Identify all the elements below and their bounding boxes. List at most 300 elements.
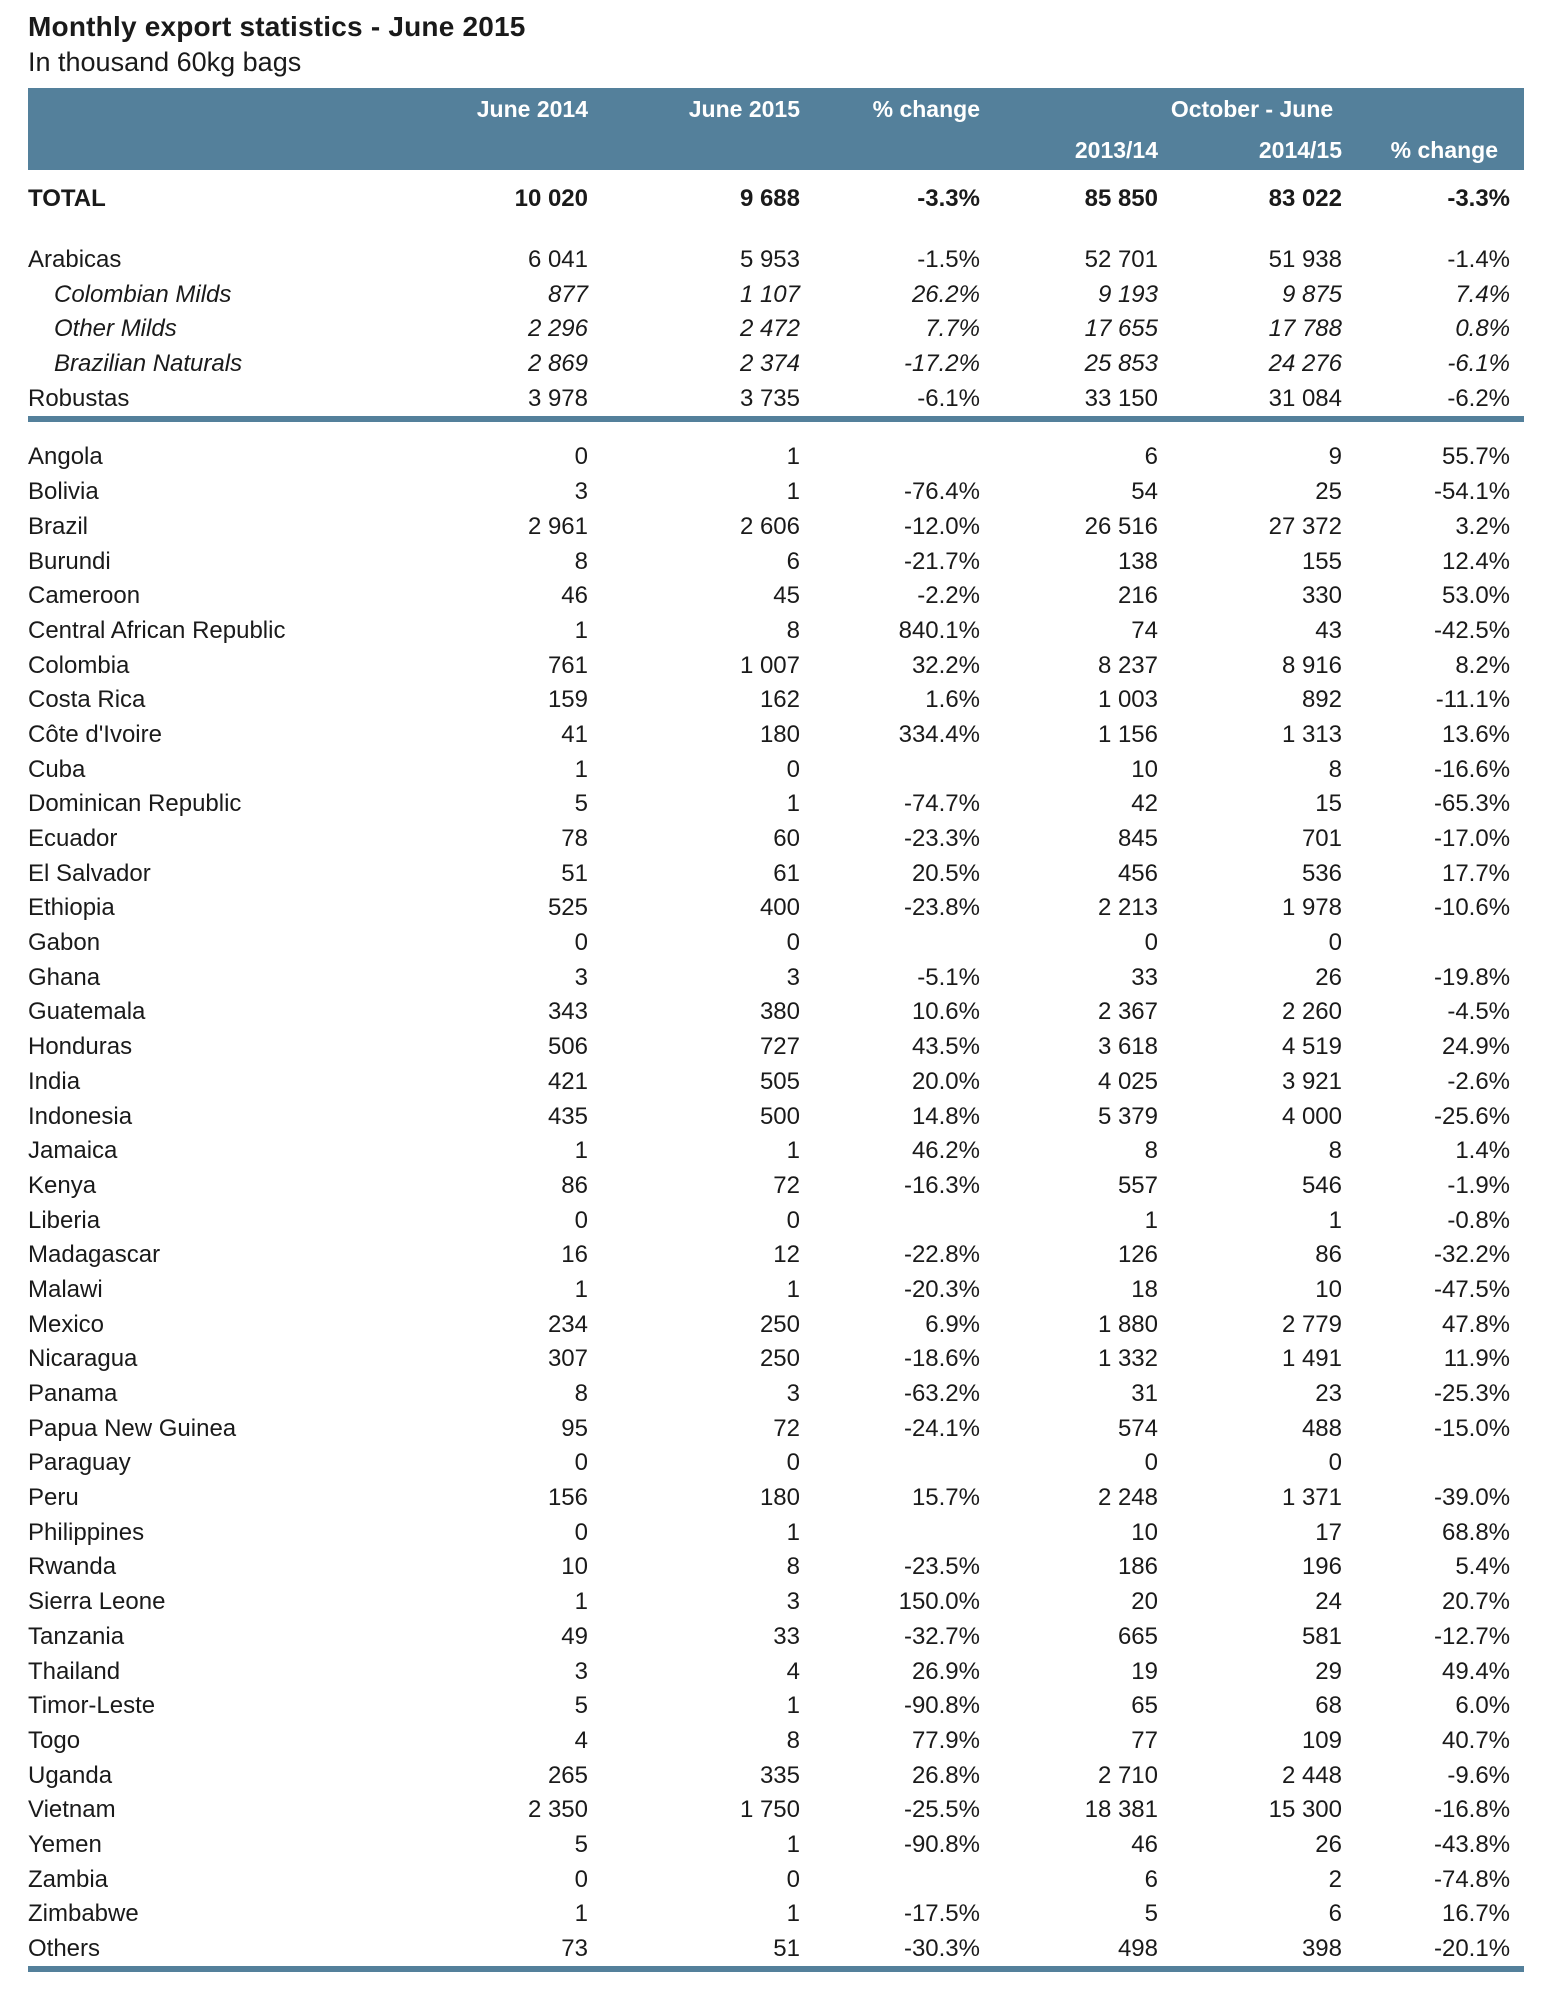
- value-cell: 51 938: [1268, 246, 1342, 274]
- row-label: Rwanda: [28, 1553, 117, 1581]
- value-cell: -16.6%: [1433, 755, 1511, 783]
- value-cell: -74.8%: [1433, 1865, 1511, 1893]
- value-cell: 1 880: [1097, 1310, 1158, 1338]
- value-cell: 180: [759, 1484, 800, 1512]
- value-cell: -1.4%: [1447, 246, 1511, 274]
- value-cell: 1: [786, 1830, 800, 1858]
- value-cell: -3.3%: [917, 185, 980, 213]
- value-cell: 1 332: [1097, 1345, 1158, 1373]
- value-cell: 159: [547, 686, 588, 714]
- row-label: Côte d'Ivoire: [28, 720, 162, 748]
- table-row: [28, 243, 1524, 278]
- col-pct-change: % change: [800, 88, 980, 130]
- value-cell: 20.0%: [911, 1067, 980, 1095]
- value-cell: 26.2%: [911, 280, 980, 308]
- value-cell: 31: [1131, 1380, 1158, 1408]
- value-cell: -90.8%: [903, 1830, 980, 1858]
- value-cell: 52 701: [1084, 246, 1158, 274]
- value-cell: 15: [1315, 790, 1342, 818]
- value-cell: 16.7%: [1441, 1900, 1511, 1928]
- value-cell: 845: [1117, 825, 1158, 853]
- value-cell: 74: [1131, 616, 1158, 644]
- value-cell: 2 248: [1097, 1484, 1158, 1512]
- value-cell: -10.6%: [1433, 894, 1511, 922]
- value-cell: 13.6%: [1441, 720, 1511, 748]
- value-cell: 2 961: [527, 512, 588, 540]
- value-cell: [1342, 1446, 1524, 1481]
- value-cell: 3: [786, 1380, 800, 1408]
- value-cell: 3 735: [739, 384, 800, 412]
- table-row: [28, 440, 1524, 475]
- row-label: Honduras: [28, 1033, 133, 1061]
- value-cell: 6.0%: [1455, 1692, 1511, 1720]
- value-cell: 581: [1301, 1622, 1342, 1650]
- table-row: [28, 312, 1524, 347]
- value-cell: 12: [773, 1241, 800, 1269]
- col-pct-change-oct-june: % change: [1342, 130, 1524, 170]
- value-cell: 2 374: [739, 350, 800, 378]
- value-cell: -2.6%: [1447, 1067, 1511, 1095]
- value-cell: -25.6%: [1433, 1102, 1511, 1130]
- value-cell: -17.2%: [903, 350, 980, 378]
- col-empty: [28, 88, 358, 130]
- value-cell: 5 953: [739, 246, 800, 274]
- value-cell: 9 193: [1097, 280, 1158, 308]
- value-cell: 6: [1144, 443, 1158, 471]
- value-cell: 46.2%: [911, 1137, 980, 1165]
- value-cell: 12.4%: [1441, 547, 1511, 575]
- value-cell: 536: [1301, 859, 1342, 887]
- value-cell: [800, 1862, 980, 1897]
- value-cell: 156: [547, 1484, 588, 1512]
- table-row: [28, 381, 1524, 416]
- value-cell: -42.5%: [1433, 616, 1511, 644]
- table-row: [28, 1307, 1524, 1342]
- row-label: Timor-Leste: [28, 1692, 156, 1720]
- value-cell: 155: [1301, 547, 1342, 575]
- row-label: Togo: [28, 1726, 81, 1754]
- table-row: [28, 182, 1524, 217]
- value-cell: -32.7%: [903, 1622, 980, 1650]
- row-label: Malawi: [28, 1275, 103, 1303]
- row-label: Papua New Guinea: [28, 1414, 237, 1442]
- table-row: [28, 1793, 1524, 1828]
- value-cell: 2: [1328, 1865, 1342, 1893]
- value-cell: -1.9%: [1447, 1171, 1511, 1199]
- value-cell: 3: [574, 963, 588, 991]
- row-label: Panama: [28, 1380, 118, 1408]
- value-cell: 5: [574, 1692, 588, 1720]
- row-label: Sierra Leone: [28, 1588, 166, 1616]
- value-cell: 8.2%: [1455, 651, 1511, 679]
- value-cell: 1: [786, 790, 800, 818]
- col-october-june: October - June: [980, 88, 1524, 130]
- value-cell: -74.7%: [903, 790, 980, 818]
- value-cell: 180: [759, 720, 800, 748]
- value-cell: 1: [1144, 1206, 1158, 1234]
- table-row: [28, 1238, 1524, 1273]
- row-label: Zimbabwe: [28, 1900, 139, 1928]
- value-cell: 250: [759, 1345, 800, 1373]
- value-cell: 0: [574, 1449, 588, 1477]
- value-cell: 18 381: [1084, 1796, 1158, 1824]
- value-cell: -17.5%: [903, 1900, 980, 1928]
- table-row: [28, 347, 1524, 382]
- value-cell: [800, 1203, 980, 1238]
- value-cell: [800, 440, 980, 475]
- row-label: Cameroon: [28, 582, 141, 610]
- value-cell: 2 296: [527, 315, 588, 343]
- value-cell: 334.4%: [898, 720, 980, 748]
- row-label: TOTAL: [28, 185, 106, 213]
- value-cell: 5: [574, 1830, 588, 1858]
- value-cell: -90.8%: [903, 1692, 980, 1720]
- table-row: [28, 1550, 1524, 1585]
- value-cell: 7.7%: [925, 315, 980, 343]
- value-cell: 8: [786, 616, 800, 644]
- value-cell: 54: [1131, 478, 1158, 506]
- value-cell: 33: [773, 1622, 800, 1650]
- value-cell: 6.9%: [925, 1310, 980, 1338]
- value-cell: 0: [574, 1865, 588, 1893]
- value-cell: 15.7%: [911, 1484, 980, 1512]
- value-cell: 11.9%: [1443, 1345, 1511, 1373]
- value-cell: -23.8%: [903, 894, 980, 922]
- export-stats-table: [28, 88, 1524, 1974]
- row-label: Zambia: [28, 1865, 109, 1893]
- value-cell: 2 213: [1097, 894, 1158, 922]
- value-cell: 24 276: [1268, 350, 1342, 378]
- row-label: El Salvador: [28, 859, 151, 887]
- value-cell: 5 379: [1097, 1102, 1158, 1130]
- value-cell: -25.5%: [903, 1796, 980, 1824]
- table-row: [28, 475, 1524, 510]
- value-cell: -20.3%: [903, 1275, 980, 1303]
- table-row: [28, 1724, 1524, 1759]
- value-cell: 701: [1301, 825, 1342, 853]
- value-cell: 27 372: [1268, 512, 1342, 540]
- value-cell: 1 371: [1281, 1484, 1342, 1512]
- value-cell: 380: [759, 998, 800, 1026]
- value-cell: 525: [547, 894, 588, 922]
- table-row: [28, 1932, 1524, 1967]
- value-cell: 0: [786, 1449, 800, 1477]
- table-row: [28, 277, 1524, 312]
- table-row: [28, 752, 1524, 787]
- value-cell: 0: [786, 929, 800, 957]
- table-row: [28, 1411, 1524, 1446]
- value-cell: 2 472: [739, 315, 800, 343]
- table-row: [28, 1862, 1524, 1897]
- value-cell: -54.1%: [1433, 478, 1511, 506]
- value-cell: 3: [786, 963, 800, 991]
- value-cell: 557: [1117, 1171, 1158, 1199]
- col-season-2013-14: 2013/14: [980, 130, 1158, 170]
- value-cell: 0: [574, 1518, 588, 1546]
- value-cell: 42: [1131, 790, 1158, 818]
- value-cell: 1: [1328, 1206, 1342, 1234]
- value-cell: 83 022: [1268, 185, 1342, 213]
- value-cell: 10: [1315, 1275, 1342, 1303]
- value-cell: 1 750: [739, 1796, 800, 1824]
- section-divider: [28, 416, 1524, 422]
- value-cell: -23.5%: [903, 1553, 980, 1581]
- value-cell: -24.1%: [903, 1414, 980, 1442]
- table-row: [28, 544, 1524, 579]
- table-row: [28, 891, 1524, 926]
- value-cell: 0: [786, 1206, 800, 1234]
- value-cell: -19.8%: [1433, 963, 1511, 991]
- value-cell: 0.8%: [1455, 315, 1511, 343]
- table-row: [28, 1654, 1524, 1689]
- value-cell: 1.4%: [1455, 1137, 1511, 1165]
- value-cell: 0: [574, 1206, 588, 1234]
- value-cell: 8: [786, 1553, 800, 1581]
- value-cell: 53.0%: [1441, 582, 1511, 610]
- value-cell: 3: [786, 1588, 800, 1616]
- section-divider-row: [28, 416, 1524, 440]
- value-cell: 0: [1144, 929, 1158, 957]
- table-row: [28, 1515, 1524, 1550]
- value-cell: 1: [786, 1137, 800, 1165]
- value-cell: -6.2%: [1447, 384, 1511, 412]
- row-label: Thailand: [28, 1657, 121, 1685]
- value-cell: 5.4%: [1455, 1553, 1511, 1581]
- table-row: [28, 614, 1524, 649]
- value-cell: 2 367: [1097, 998, 1158, 1026]
- value-cell: -12.0%: [903, 512, 980, 540]
- value-cell: 1: [574, 1588, 588, 1616]
- table-row: [28, 1585, 1524, 1620]
- value-cell: 0: [1144, 1449, 1158, 1477]
- value-cell: 25 853: [1084, 350, 1158, 378]
- value-cell: 840.1%: [898, 616, 980, 644]
- value-cell: 0: [1328, 929, 1342, 957]
- value-cell: 77: [1131, 1726, 1158, 1754]
- value-cell: 4: [574, 1726, 588, 1754]
- value-cell: 16: [561, 1241, 588, 1269]
- table-row: [28, 1758, 1524, 1793]
- value-cell: -5.1%: [917, 963, 980, 991]
- value-cell: 1: [574, 1137, 588, 1165]
- value-cell: 9: [1328, 443, 1342, 471]
- table-row: [28, 510, 1524, 545]
- row-label: Colombia: [28, 651, 130, 679]
- value-cell: 43.5%: [911, 1033, 980, 1061]
- value-cell: 400: [759, 894, 800, 922]
- value-cell: -16.8%: [1433, 1796, 1511, 1824]
- value-cell: 216: [1117, 582, 1158, 610]
- value-cell: -30.3%: [903, 1935, 980, 1963]
- row-label: Arabicas: [28, 246, 122, 274]
- value-cell: 8 916: [1281, 651, 1342, 679]
- value-cell: 15 300: [1268, 1796, 1342, 1824]
- value-cell: 24: [1315, 1588, 1342, 1616]
- value-cell: 72: [773, 1414, 800, 1442]
- value-cell: 761: [547, 651, 588, 679]
- value-cell: -6.1%: [1447, 350, 1511, 378]
- value-cell: 3: [574, 478, 588, 506]
- value-cell: -9.6%: [1447, 1761, 1511, 1789]
- value-cell: -32.2%: [1433, 1241, 1511, 1269]
- value-cell: 343: [547, 998, 588, 1026]
- value-cell: -4.5%: [1447, 998, 1511, 1026]
- value-cell: 20.5%: [911, 859, 980, 887]
- value-cell: 2 779: [1281, 1310, 1342, 1338]
- row-label: Brazilian Naturals: [54, 350, 243, 378]
- summary-rows: [28, 182, 1524, 416]
- row-label: Colombian Milds: [54, 280, 232, 308]
- value-cell: 41: [561, 720, 588, 748]
- row-label: Costa Rica: [28, 686, 146, 714]
- value-cell: [1342, 926, 1524, 961]
- col-season-2014-15: 2014/15: [1158, 130, 1342, 170]
- value-cell: -43.8%: [1433, 1830, 1511, 1858]
- value-cell: 6: [786, 547, 800, 575]
- value-cell: -20.1%: [1433, 1935, 1511, 1963]
- row-label: Angola: [28, 443, 103, 471]
- value-cell: 0: [1328, 1449, 1342, 1477]
- row-label: Ecuador: [28, 825, 118, 853]
- value-cell: 17 788: [1268, 315, 1342, 343]
- value-cell: 45: [773, 582, 800, 610]
- value-cell: -65.3%: [1433, 790, 1511, 818]
- value-cell: 20: [1131, 1588, 1158, 1616]
- value-cell: 1: [786, 1900, 800, 1928]
- value-cell: 18: [1131, 1275, 1158, 1303]
- value-cell: 6: [1328, 1900, 1342, 1928]
- value-cell: 1: [786, 1692, 800, 1720]
- value-cell: 892: [1301, 686, 1342, 714]
- value-cell: 20.7%: [1441, 1588, 1511, 1616]
- table-row: [28, 960, 1524, 995]
- table-row: [28, 718, 1524, 753]
- value-cell: 0: [574, 929, 588, 957]
- value-cell: 1 107: [739, 280, 800, 308]
- value-cell: 1 156: [1097, 720, 1158, 748]
- value-cell: 1: [574, 1275, 588, 1303]
- value-cell: 665: [1117, 1622, 1158, 1650]
- value-cell: 10: [1131, 1518, 1158, 1546]
- row-label: Indonesia: [28, 1102, 133, 1130]
- value-cell: 26.9%: [911, 1657, 980, 1685]
- table-row: [28, 579, 1524, 614]
- value-cell: 29: [1315, 1657, 1342, 1685]
- row-label: Uganda: [28, 1761, 113, 1789]
- value-cell: 86: [1315, 1241, 1342, 1269]
- row-label: Dominican Republic: [28, 790, 242, 818]
- value-cell: 1 003: [1097, 686, 1158, 714]
- value-cell: 23: [1315, 1380, 1342, 1408]
- row-label: Kenya: [28, 1171, 97, 1199]
- value-cell: 574: [1117, 1414, 1158, 1442]
- page-subtitle: In thousand 60kg bags: [28, 47, 302, 77]
- value-cell: 40.7%: [1441, 1726, 1511, 1754]
- value-cell: 3: [574, 1657, 588, 1685]
- value-cell: -3.3%: [1447, 185, 1511, 213]
- value-cell: 33: [1131, 963, 1158, 991]
- col-june-2014: June 2014: [358, 88, 588, 130]
- value-cell: 86: [561, 1171, 588, 1199]
- value-cell: 196: [1301, 1553, 1342, 1581]
- row-label: Yemen: [28, 1830, 102, 1858]
- table-footer: [28, 1966, 1524, 1974]
- row-label: Nicaragua: [28, 1345, 138, 1373]
- table-row: [28, 822, 1524, 857]
- row-label: Brazil: [28, 512, 89, 540]
- value-cell: 10.6%: [911, 998, 980, 1026]
- value-cell: -1.5%: [917, 246, 980, 274]
- value-cell: 546: [1301, 1171, 1342, 1199]
- value-cell: 2 350: [527, 1796, 588, 1824]
- row-label: Vietnam: [28, 1796, 116, 1824]
- value-cell: 73: [561, 1935, 588, 1963]
- value-cell: 1: [574, 1900, 588, 1928]
- value-cell: 33 150: [1084, 384, 1158, 412]
- value-cell: 3.2%: [1455, 512, 1511, 540]
- table-row: [28, 648, 1524, 683]
- value-cell: -12.7%: [1433, 1622, 1511, 1650]
- value-cell: 95: [561, 1414, 588, 1442]
- row-label: Burundi: [28, 547, 111, 575]
- value-cell: 9 875: [1281, 280, 1342, 308]
- value-cell: 4 000: [1281, 1102, 1342, 1130]
- value-cell: -18.6%: [903, 1345, 980, 1373]
- value-cell: 6 041: [527, 246, 588, 274]
- row-label: Mexico: [28, 1310, 105, 1338]
- value-cell: 43: [1315, 616, 1342, 644]
- table-header: [28, 88, 1524, 170]
- row-label: Cuba: [28, 755, 86, 783]
- value-cell: 51: [561, 859, 588, 887]
- value-cell: 2 710: [1097, 1761, 1158, 1789]
- value-cell: 68: [1315, 1692, 1342, 1720]
- value-cell: 8: [574, 1380, 588, 1408]
- value-cell: 1: [786, 1275, 800, 1303]
- page-title: Monthly export statistics - June 2015: [28, 11, 526, 42]
- value-cell: 7.4%: [1455, 280, 1511, 308]
- value-cell: 10 020: [514, 185, 588, 213]
- value-cell: 1 313: [1281, 720, 1342, 748]
- table-row: [28, 1342, 1524, 1377]
- value-cell: -0.8%: [1447, 1206, 1511, 1234]
- value-cell: -11.1%: [1435, 686, 1511, 714]
- table-row: [28, 1377, 1524, 1412]
- value-cell: 60: [773, 825, 800, 853]
- value-cell: [800, 926, 980, 961]
- value-cell: 2 869: [527, 350, 588, 378]
- value-cell: -76.4%: [903, 478, 980, 506]
- value-cell: 234: [547, 1310, 588, 1338]
- value-cell: 46: [561, 582, 588, 610]
- row-label: Tanzania: [28, 1622, 125, 1650]
- value-cell: 26.8%: [911, 1761, 980, 1789]
- value-cell: 25: [1315, 478, 1342, 506]
- col-empty: [28, 130, 980, 170]
- value-cell: 8 237: [1097, 651, 1158, 679]
- value-cell: 4 519: [1281, 1033, 1342, 1061]
- value-cell: 77.9%: [911, 1726, 980, 1754]
- summary-section: [28, 170, 1524, 182]
- value-cell: 4 025: [1097, 1067, 1158, 1095]
- value-cell: -15.0%: [1433, 1414, 1511, 1442]
- row-label: Others: [28, 1935, 101, 1963]
- value-cell: 265: [547, 1761, 588, 1789]
- table-row: [28, 1134, 1524, 1169]
- value-cell: 1 491: [1281, 1345, 1342, 1373]
- value-cell: -23.3%: [903, 825, 980, 853]
- value-cell: 6: [1144, 1865, 1158, 1893]
